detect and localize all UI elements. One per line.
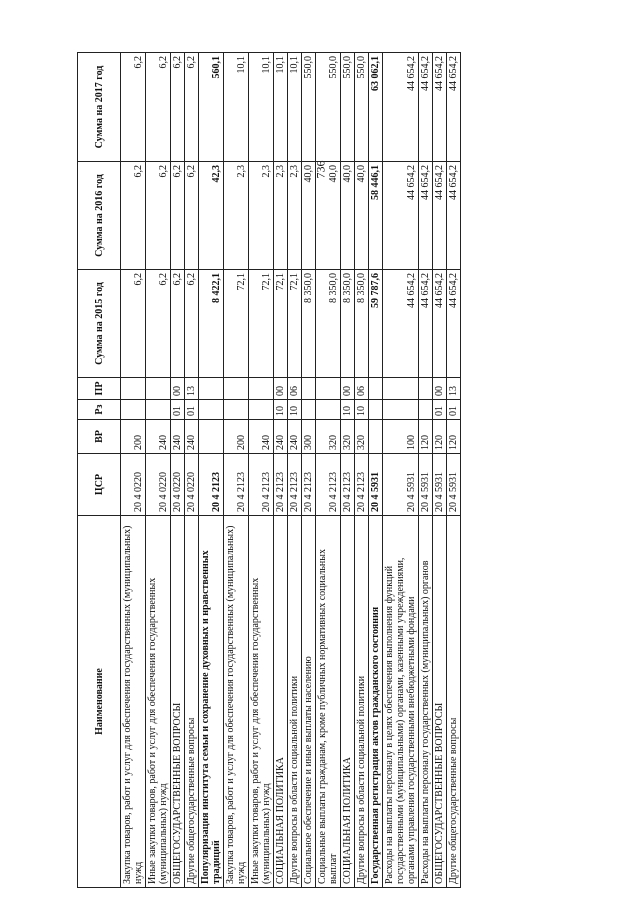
row-sum-2017: 6,2 <box>185 53 199 162</box>
row-rz: 10 <box>341 400 355 420</box>
row-rz: 10 <box>288 400 302 420</box>
table-row <box>199 53 224 888</box>
row-csr: 20 4 2123 <box>224 454 249 516</box>
row-sum-2016: 6,2 <box>121 162 146 270</box>
row-sum-2016: 42,3 <box>199 162 224 270</box>
row-name: Расходы на выплаты персоналу в целях обеспечения выполнения функций государственными (муниципальными) органами, казенными учреждениями, органами управления государственными внебюджетными фондами <box>383 516 419 888</box>
row-name: ОБЩЕГОСУДАРСТВЕННЫЕ ВОПРОСЫ <box>433 516 447 888</box>
header-vr: ВР <box>78 420 121 454</box>
row-name: СОЦИАЛЬНАЯ ПОЛИТИКА <box>274 516 288 888</box>
row-pr <box>146 378 171 400</box>
row-csr: 20 4 5931 <box>433 454 447 516</box>
row-rz <box>383 400 419 420</box>
row-name: Другие вопросы в области социальной политики <box>288 516 302 888</box>
table-row <box>383 53 419 888</box>
row-sum-2015: 72,1 <box>224 270 249 378</box>
row-sum-2017: 10,1 <box>274 53 288 162</box>
row-rz: 01 <box>171 400 185 420</box>
row-sum-2016: 40,0 <box>316 162 341 270</box>
table-row <box>433 53 447 888</box>
row-sum-2017: 44 654,2 <box>447 53 461 162</box>
row-sum-2017: 10,1 <box>249 53 274 162</box>
row-csr: 20 4 0220 <box>171 454 185 516</box>
page-number: 736 <box>313 160 328 179</box>
row-vr <box>199 420 224 454</box>
row-csr: 20 4 2123 <box>316 454 341 516</box>
row-vr: 240 <box>185 420 199 454</box>
row-sum-2015: 72,1 <box>288 270 302 378</box>
row-pr <box>249 378 274 400</box>
row-sum-2017: 44 654,2 <box>433 53 447 162</box>
row-sum-2017: 550,0 <box>302 53 316 162</box>
row-sum-2015: 59 787,6 <box>369 270 383 378</box>
row-name: Социальное обеспечение и иные выплаты населению <box>302 516 316 888</box>
row-vr: 240 <box>146 420 171 454</box>
row-name: Закупка товаров, работ и услуг для обеспечения государственных (муниципальных) нужд <box>224 516 249 888</box>
row-sum-2017: 550,0 <box>341 53 355 162</box>
row-pr <box>121 378 146 400</box>
row-sum-2016: 6,2 <box>146 162 171 270</box>
row-name: Государственная регистрация актов гражданского состояния <box>369 516 383 888</box>
table-row <box>419 53 433 888</box>
row-pr: 13 <box>185 378 199 400</box>
table-row <box>171 53 185 888</box>
header-pr: ПР <box>78 378 121 400</box>
budget-table <box>77 52 461 888</box>
row-sum-2015: 44 654,2 <box>433 270 447 378</box>
row-sum-2015: 44 654,2 <box>419 270 433 378</box>
row-sum-2015: 8 350,0 <box>302 270 316 378</box>
header-sum-2015: Сумма на 2015 год <box>78 270 121 378</box>
row-vr: 200 <box>121 420 146 454</box>
table-row <box>185 53 199 888</box>
table-row <box>369 53 383 888</box>
table-row <box>447 53 461 888</box>
header-sum-2017: Сумма на 2017 год <box>78 53 121 162</box>
row-sum-2015: 8 422,1 <box>199 270 224 378</box>
row-csr: 20 4 2123 <box>274 454 288 516</box>
header-row <box>78 53 121 888</box>
row-sum-2017: 63 062,1 <box>369 53 383 162</box>
row-vr: 320 <box>316 420 341 454</box>
row-csr: 20 4 0220 <box>121 454 146 516</box>
row-name: Популяризация института семьи и сохранение духовных и нравственных традиций <box>199 516 224 888</box>
row-name: Другие общегосударственные вопросы <box>447 516 461 888</box>
row-rz <box>146 400 171 420</box>
row-pr: 00 <box>433 378 447 400</box>
row-pr <box>316 378 341 400</box>
row-sum-2016: 40,0 <box>302 162 316 270</box>
row-vr: 240 <box>171 420 185 454</box>
row-vr: 300 <box>302 420 316 454</box>
row-vr: 240 <box>274 420 288 454</box>
row-rz <box>316 400 341 420</box>
row-name: Другие общегосударственные вопросы <box>185 516 199 888</box>
row-sum-2015: 6,2 <box>185 270 199 378</box>
row-name: Расходы на выплаты персоналу государственных (муниципальных) органов <box>419 516 433 888</box>
row-rz <box>199 400 224 420</box>
row-csr: 20 4 0220 <box>146 454 171 516</box>
row-rz: 10 <box>274 400 288 420</box>
row-vr: 240 <box>288 420 302 454</box>
row-pr: 00 <box>341 378 355 400</box>
table-row <box>288 53 302 888</box>
row-pr <box>224 378 249 400</box>
row-sum-2016: 44 654,2 <box>419 162 433 270</box>
row-rz <box>419 400 433 420</box>
row-name: Другие вопросы в области социальной политики <box>355 516 369 888</box>
row-sum-2017: 44 654,2 <box>419 53 433 162</box>
row-vr: 100 <box>383 420 419 454</box>
row-vr: 120 <box>447 420 461 454</box>
row-vr: 120 <box>433 420 447 454</box>
row-csr: 20 4 5931 <box>369 454 383 516</box>
row-sum-2016: 2,3 <box>288 162 302 270</box>
header-csr: ЦСР <box>78 454 121 516</box>
row-sum-2015: 6,2 <box>146 270 171 378</box>
row-sum-2016: 2,3 <box>274 162 288 270</box>
row-sum-2016: 58 446,1 <box>369 162 383 270</box>
row-pr: 06 <box>355 378 369 400</box>
row-sum-2016: 2,3 <box>224 162 249 270</box>
row-sum-2016: 40,0 <box>355 162 369 270</box>
row-sum-2016: 40,0 <box>341 162 355 270</box>
row-sum-2015: 72,1 <box>274 270 288 378</box>
row-pr <box>383 378 419 400</box>
row-pr <box>369 378 383 400</box>
table-body <box>121 53 461 888</box>
header-sum-2016: Сумма на 2016 год <box>78 162 121 270</box>
row-sum-2016: 44 654,2 <box>447 162 461 270</box>
row-pr: 00 <box>171 378 185 400</box>
row-rz: 10 <box>355 400 369 420</box>
row-rz <box>369 400 383 420</box>
table-row <box>146 53 171 888</box>
row-sum-2017: 10,1 <box>224 53 249 162</box>
row-name: Иные закупки товаров, работ и услуг для обеспечения государственных (муниципальных) нужд <box>249 516 274 888</box>
table-row <box>274 53 288 888</box>
header-rz: Рз <box>78 400 121 420</box>
row-sum-2015: 6,2 <box>171 270 185 378</box>
table-row <box>316 53 341 888</box>
row-sum-2017: 44 654,2 <box>383 53 419 162</box>
row-csr: 20 4 2123 <box>199 454 224 516</box>
row-rz <box>121 400 146 420</box>
row-name: Иные закупки товаров, работ и услуг для обеспечения государственных (муниципальных) нужд <box>146 516 171 888</box>
row-name: СОЦИАЛЬНАЯ ПОЛИТИКА <box>341 516 355 888</box>
row-vr <box>369 420 383 454</box>
row-sum-2015: 8 350,0 <box>355 270 369 378</box>
row-pr <box>199 378 224 400</box>
row-rz: 01 <box>185 400 199 420</box>
row-csr: 20 4 2123 <box>355 454 369 516</box>
row-name: ОБЩЕГОСУДАРСТВЕННЫЕ ВОПРОСЫ <box>171 516 185 888</box>
row-sum-2016: 6,2 <box>171 162 185 270</box>
row-vr: 320 <box>341 420 355 454</box>
table-row <box>249 53 274 888</box>
row-sum-2015: 44 654,2 <box>383 270 419 378</box>
row-pr: 13 <box>447 378 461 400</box>
row-rz <box>302 400 316 420</box>
row-csr: 20 4 5931 <box>447 454 461 516</box>
budget-table-rotated <box>77 53 563 888</box>
row-csr: 20 4 2123 <box>288 454 302 516</box>
row-sum-2017: 10,1 <box>288 53 302 162</box>
row-rz <box>249 400 274 420</box>
row-rz <box>224 400 249 420</box>
row-rz: 01 <box>447 400 461 420</box>
table-row <box>341 53 355 888</box>
row-sum-2017: 6,2 <box>171 53 185 162</box>
row-sum-2016: 6,2 <box>185 162 199 270</box>
table-row <box>224 53 249 888</box>
row-sum-2015: 8 350,0 <box>316 270 341 378</box>
header-name: Наименование <box>78 516 121 888</box>
row-csr: 20 4 5931 <box>419 454 433 516</box>
table-row <box>121 53 146 888</box>
row-sum-2015: 72,1 <box>249 270 274 378</box>
row-csr: 20 4 2123 <box>341 454 355 516</box>
row-sum-2016: 2,3 <box>249 162 274 270</box>
row-sum-2015: 6,2 <box>121 270 146 378</box>
row-name: Социальные выплаты гражданам, кроме публичных нормативных социальных выплат <box>316 516 341 888</box>
row-vr: 240 <box>249 420 274 454</box>
row-pr <box>419 378 433 400</box>
row-csr: 20 4 0220 <box>185 454 199 516</box>
row-vr: 200 <box>224 420 249 454</box>
row-pr: 00 <box>274 378 288 400</box>
row-sum-2017: 550,0 <box>316 53 341 162</box>
row-csr: 20 4 2123 <box>302 454 316 516</box>
row-pr: 06 <box>288 378 302 400</box>
row-sum-2017: 6,2 <box>121 53 146 162</box>
row-sum-2015: 44 654,2 <box>447 270 461 378</box>
table-row <box>302 53 316 888</box>
row-csr: 20 4 5931 <box>383 454 419 516</box>
row-csr: 20 4 2123 <box>249 454 274 516</box>
row-sum-2017: 550,0 <box>355 53 369 162</box>
row-sum-2015: 8 350,0 <box>341 270 355 378</box>
row-pr <box>302 378 316 400</box>
table-row <box>355 53 369 888</box>
row-sum-2017: 560,1 <box>199 53 224 162</box>
row-sum-2016: 44 654,2 <box>433 162 447 270</box>
row-rz: 01 <box>433 400 447 420</box>
row-sum-2017: 6,2 <box>146 53 171 162</box>
row-name: Закупка товаров, работ и услуг для обеспечения государственных (муниципальных) нужд <box>121 516 146 888</box>
row-vr: 120 <box>419 420 433 454</box>
row-sum-2016: 44 654,2 <box>383 162 419 270</box>
row-vr: 320 <box>355 420 369 454</box>
